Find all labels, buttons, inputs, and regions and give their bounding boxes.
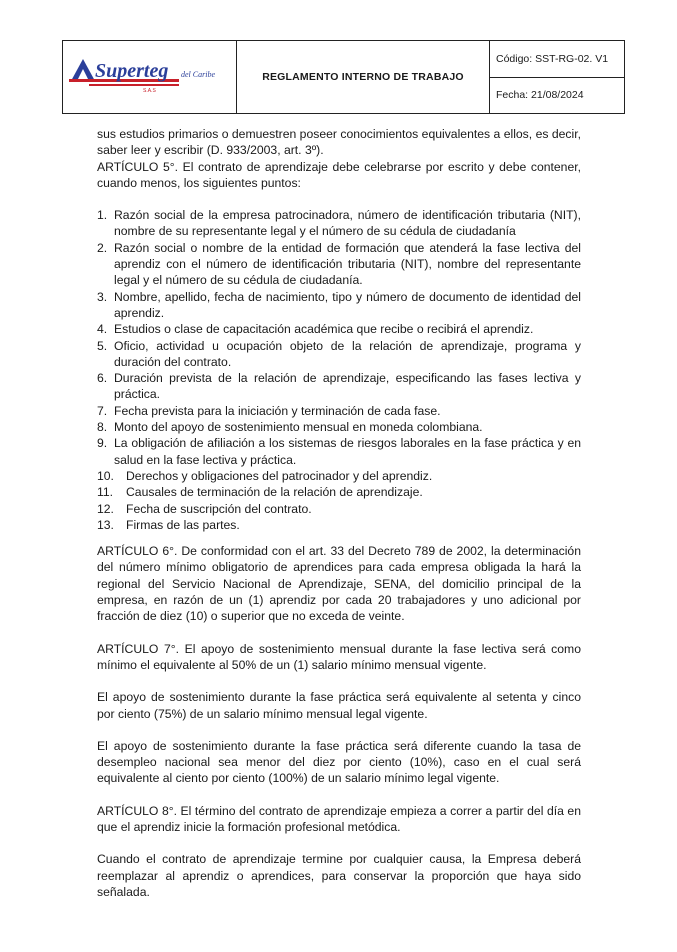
article-7-paragraph-2: El apoyo de sostenimiento durante la fase práctica será equivalente al setenta y cinco por ciento (75%) de un salario mínimo mensual legal vigente. <box>97 690 581 721</box>
list-text: Oficio, actividad u ocupación objeto de la relación de aprendizaje, programa y duración del contrato. <box>114 338 581 369</box>
list-item <box>97 289 581 322</box>
spacer <box>97 191 581 207</box>
list-item <box>97 321 581 337</box>
list-text: Fecha de suscripción del contrato. <box>126 501 312 516</box>
list-item <box>97 484 581 500</box>
spacer <box>97 787 581 803</box>
list-text: Razón social de la empresa patrocinadora, número de identificación tributaria (NIT), nombre de su representante legal y el número de su cédula de ciudadanía <box>114 208 581 239</box>
list-text: Monto del apoyo de sostenimiento mensual en moneda colombiana. <box>114 420 483 435</box>
spacer <box>97 533 581 543</box>
article-7-paragraph-3: El apoyo de sostenimiento durante la fase práctica será diferente cuando la tasa de desempleo nacional sea menor del diez por ciento (10%), caso en el cual será equivalente al ciento por ciento (100%) de un salario mínimo legal vigente. <box>97 738 581 786</box>
document-header <box>62 40 625 114</box>
list-text: Estudios o clase de capacitación académica que recibe o recibirá el aprendiz. <box>114 322 534 337</box>
list-text: Causales de terminación de la relación de aprendizaje. <box>126 485 423 500</box>
list-item <box>97 517 581 533</box>
spacer <box>97 673 581 689</box>
article-6: ARTÍCULO 6°. De conformidad con el art. 33 del Decreto 789 de 2002, la determinación del número mínimo obligatorio de aprendices para cada empresa obligada la hará la regional del Servicio Nacional de Aprendizaje, SENA, del domicilio principal de la empresa, en razón de un (1) aprendiz por cada 20 trabajadores y uno adicional por fracción de diez (10) o superior que no exceda de veinte. <box>97 544 581 624</box>
spacer <box>97 835 581 851</box>
document-body <box>97 126 581 900</box>
article-5: ARTÍCULO 5°. El contrato de aprendizaje debe celebrarse por escrito y debe contener, cuando menos, los siguientes puntos: <box>97 159 581 190</box>
list-text: Nombre, apellido, fecha de nacimiento, tipo y número de documento de identidad del aprendiz. <box>114 289 581 320</box>
requirements-list <box>97 207 581 533</box>
list-text: Derechos y obligaciones del patrocinador y del aprendiz. <box>126 468 433 483</box>
list-number: 9. <box>97 436 108 451</box>
list-number: 11. <box>97 485 114 500</box>
spacer <box>97 722 581 738</box>
list-item <box>97 207 581 240</box>
article-8-paragraph-2: Cuando el contrato de aprendizaje termine por cualquier causa, la Empresa deberá reemplazar al aprendiz o aprendices, para conservar la proporción que haya sido señalada. <box>97 852 581 899</box>
list-text: La obligación de afiliación a los sistemas de riesgos laborales en la fase práctica y en salud en la fase lectiva y práctica. <box>114 436 581 467</box>
document-code: Código: SST-RG-02. V1 <box>490 41 624 78</box>
list-item <box>97 240 581 289</box>
list-number: 7. <box>97 403 108 418</box>
list-number: 2. <box>97 240 108 255</box>
list-text: Razón social o nombre de la entidad de formación que atenderá la fase lectiva del aprendiz con el número de identificación tributaria (NIT), nombre del representante legal y el número de su cédula de ciudadanía. <box>114 240 581 288</box>
document-date: Fecha: 21/08/2024 <box>496 89 584 102</box>
company-logo <box>69 55 229 95</box>
list-item <box>97 419 581 435</box>
list-number: 12. <box>97 501 114 516</box>
list-number: 1. <box>97 208 108 223</box>
logo-sub-text: S.A.S <box>143 88 156 94</box>
article-7: ARTÍCULO 7°. El apoyo de sostenimiento mensual durante la fase lectiva será como mínimo el equivalente al 50% de un (1) salario mínimo mensual vigente. <box>97 641 581 672</box>
article-8: ARTÍCULO 8°. El término del contrato de aprendizaje empieza a correr a partir del día en que el aprendiz inicie la formación profesional metódica. <box>97 803 581 834</box>
list-number: 3. <box>97 289 108 304</box>
list-number: 8. <box>97 420 108 435</box>
list-text: Firmas de las partes. <box>126 517 240 532</box>
logo-cell <box>63 41 237 113</box>
intro-paragraph: sus estudios primarios o demuestren poseer conocimientos equivalentes a ellos, es decir, saber leer y escribir (D. 933/2003, art. 3º). <box>97 127 581 158</box>
document-title: REGLAMENTO INTERNO DE TRABAJO <box>237 41 490 113</box>
list-item <box>97 370 581 403</box>
list-number: 4. <box>97 322 108 337</box>
list-item <box>97 501 581 517</box>
list-item <box>97 468 581 484</box>
logo-brand-text: Superteg <box>95 60 169 82</box>
list-number: 10. <box>97 468 114 483</box>
meta-cell <box>490 41 624 113</box>
logo-suffix-text: del Caribe <box>181 70 215 79</box>
list-number: 13. <box>97 517 114 532</box>
list-item <box>97 338 581 371</box>
list-text: Fecha prevista para la iniciación y terminación de cada fase. <box>114 403 441 418</box>
spacer <box>97 625 581 641</box>
list-text: Duración prevista de la relación de aprendizaje, especificando las fases lectiva y práctica. <box>114 371 581 402</box>
list-number: 6. <box>97 371 108 386</box>
list-item <box>97 435 581 468</box>
list-number: 5. <box>97 338 108 353</box>
list-item <box>97 403 581 419</box>
